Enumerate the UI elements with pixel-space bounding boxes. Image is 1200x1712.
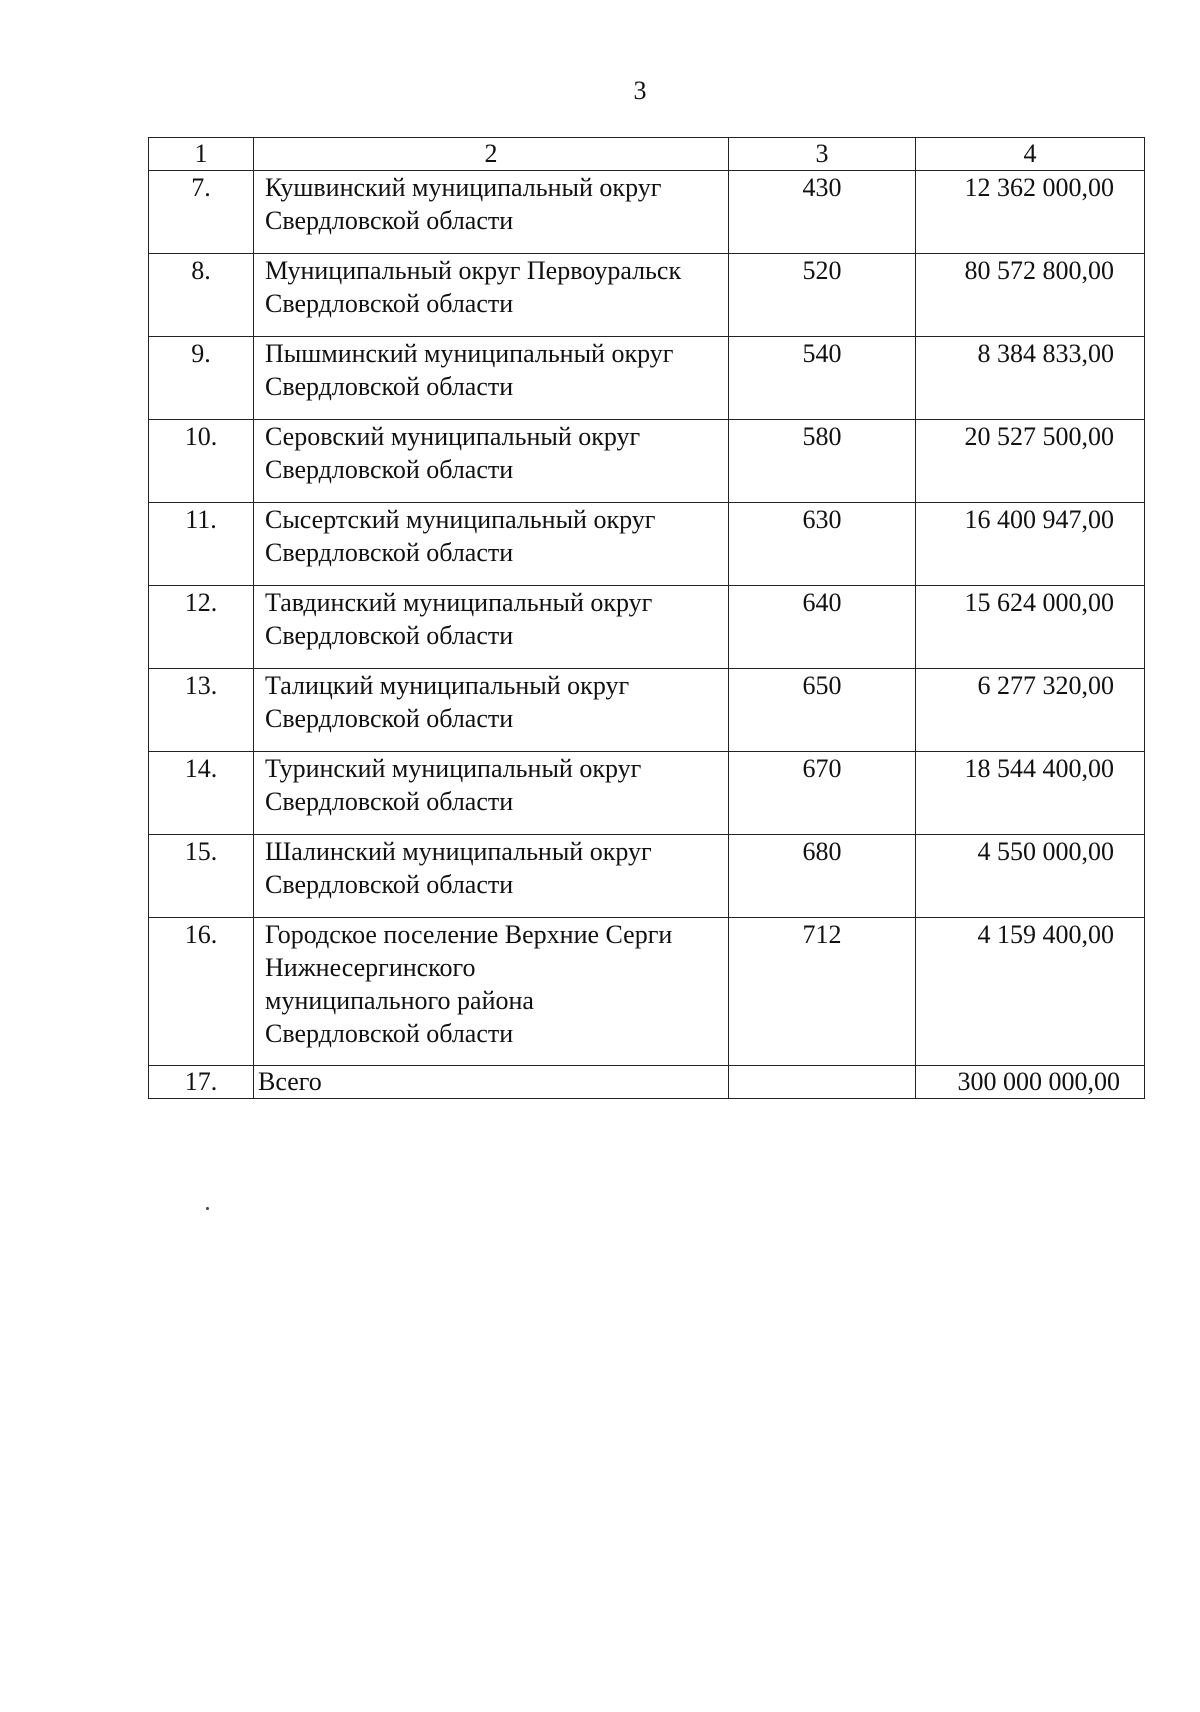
municipality-name — [254, 918, 729, 1066]
row-number: 16. — [149, 918, 254, 1066]
table-row — [149, 254, 1145, 337]
code-cell: 640 — [729, 586, 916, 669]
name-line: Свердловской области — [265, 538, 514, 567]
row-number: 8. — [149, 254, 254, 337]
name-line: Свердловской области — [265, 372, 514, 401]
municipality-name — [254, 337, 729, 420]
municipality-name — [254, 171, 729, 254]
header-col-4: 4 — [916, 138, 1145, 171]
row-number: 11. — [149, 503, 254, 586]
name-line: Свердловской области — [265, 704, 514, 733]
table-header — [149, 138, 1145, 171]
table-row — [149, 752, 1145, 835]
name-line: Талицкий муниципальный округ — [265, 671, 630, 700]
name-line: Туринский муниципальный округ — [265, 754, 642, 783]
municipality-name — [254, 254, 729, 337]
row-number: 9. — [149, 337, 254, 420]
table-row — [149, 337, 1145, 420]
municipality-name — [254, 669, 729, 752]
amount-cell: 20 527 500,00 — [916, 420, 1145, 503]
name-line: Свердловской области — [265, 621, 514, 650]
name-line: Свердловской области — [265, 1019, 514, 1048]
name-line: Пышминский муниципальный округ — [265, 339, 674, 368]
name-line: Тавдинский муниципальный округ — [265, 588, 653, 617]
table-row — [149, 835, 1145, 918]
name-line: Серовский муниципальный округ — [265, 422, 641, 451]
name-line: Свердловской области — [265, 787, 514, 816]
table-row — [149, 503, 1145, 586]
name-line: Кушвинский муниципальный округ — [265, 173, 662, 202]
total-amount: 300 000 000,00 — [916, 1066, 1145, 1099]
stray-mark — [206, 1207, 209, 1210]
row-number: 13. — [149, 669, 254, 752]
code-cell: 580 — [729, 420, 916, 503]
row-number: 14. — [149, 752, 254, 835]
amount-cell: 4 550 000,00 — [916, 835, 1145, 918]
municipality-name — [254, 420, 729, 503]
code-cell: 650 — [729, 669, 916, 752]
code-cell: 670 — [729, 752, 916, 835]
amount-cell: 18 544 400,00 — [916, 752, 1145, 835]
code-cell: 540 — [729, 337, 916, 420]
table-row — [149, 420, 1145, 503]
name-line: Свердловской области — [265, 206, 514, 235]
amount-cell: 4 159 400,00 — [916, 918, 1145, 1066]
amount-cell: 8 384 833,00 — [916, 337, 1145, 420]
code-cell: 680 — [729, 835, 916, 918]
total-row — [149, 1066, 1145, 1099]
total-row-number: 17. — [149, 1066, 254, 1099]
name-line: Муниципальный округ Первоуральск — [265, 256, 682, 285]
name-line: муниципального района — [265, 986, 534, 1015]
header-col-1: 1 — [149, 138, 254, 171]
table-row — [149, 586, 1145, 669]
amount-cell: 16 400 947,00 — [916, 503, 1145, 586]
allocation-table — [148, 137, 1145, 1099]
amount-cell: 80 572 800,00 — [916, 254, 1145, 337]
page-number: 3 — [633, 76, 647, 105]
name-line: Свердловской области — [265, 289, 514, 318]
name-line: Шалинский муниципальный округ — [265, 837, 652, 866]
header-col-3: 3 — [729, 138, 916, 171]
row-number: 12. — [149, 586, 254, 669]
amount-cell: 15 624 000,00 — [916, 586, 1145, 669]
amount-cell: 12 362 000,00 — [916, 171, 1145, 254]
row-number: 15. — [149, 835, 254, 918]
name-line: Городское поселение Верхние Серги — [265, 920, 673, 949]
amount-cell: 6 277 320,00 — [916, 669, 1145, 752]
row-number: 7. — [149, 171, 254, 254]
name-line: Свердловской области — [265, 870, 514, 899]
total-label: Всего — [254, 1066, 729, 1099]
municipality-name — [254, 835, 729, 918]
municipality-name — [254, 752, 729, 835]
table-row — [149, 918, 1145, 1066]
code-cell: 712 — [729, 918, 916, 1066]
municipality-name — [254, 586, 729, 669]
municipality-name — [254, 503, 729, 586]
total-code-cell — [729, 1066, 916, 1099]
table-row — [149, 171, 1145, 254]
table-row — [149, 669, 1145, 752]
name-line: Свердловской области — [265, 455, 514, 484]
name-line: Нижнесергинского — [265, 953, 476, 982]
header-row — [149, 138, 1145, 171]
name-line: Сысертский муниципальный округ — [265, 505, 656, 534]
table-body — [149, 171, 1145, 1099]
row-number: 10. — [149, 420, 254, 503]
code-cell: 520 — [729, 254, 916, 337]
code-cell: 630 — [729, 503, 916, 586]
code-cell: 430 — [729, 171, 916, 254]
header-col-2: 2 — [254, 138, 729, 171]
